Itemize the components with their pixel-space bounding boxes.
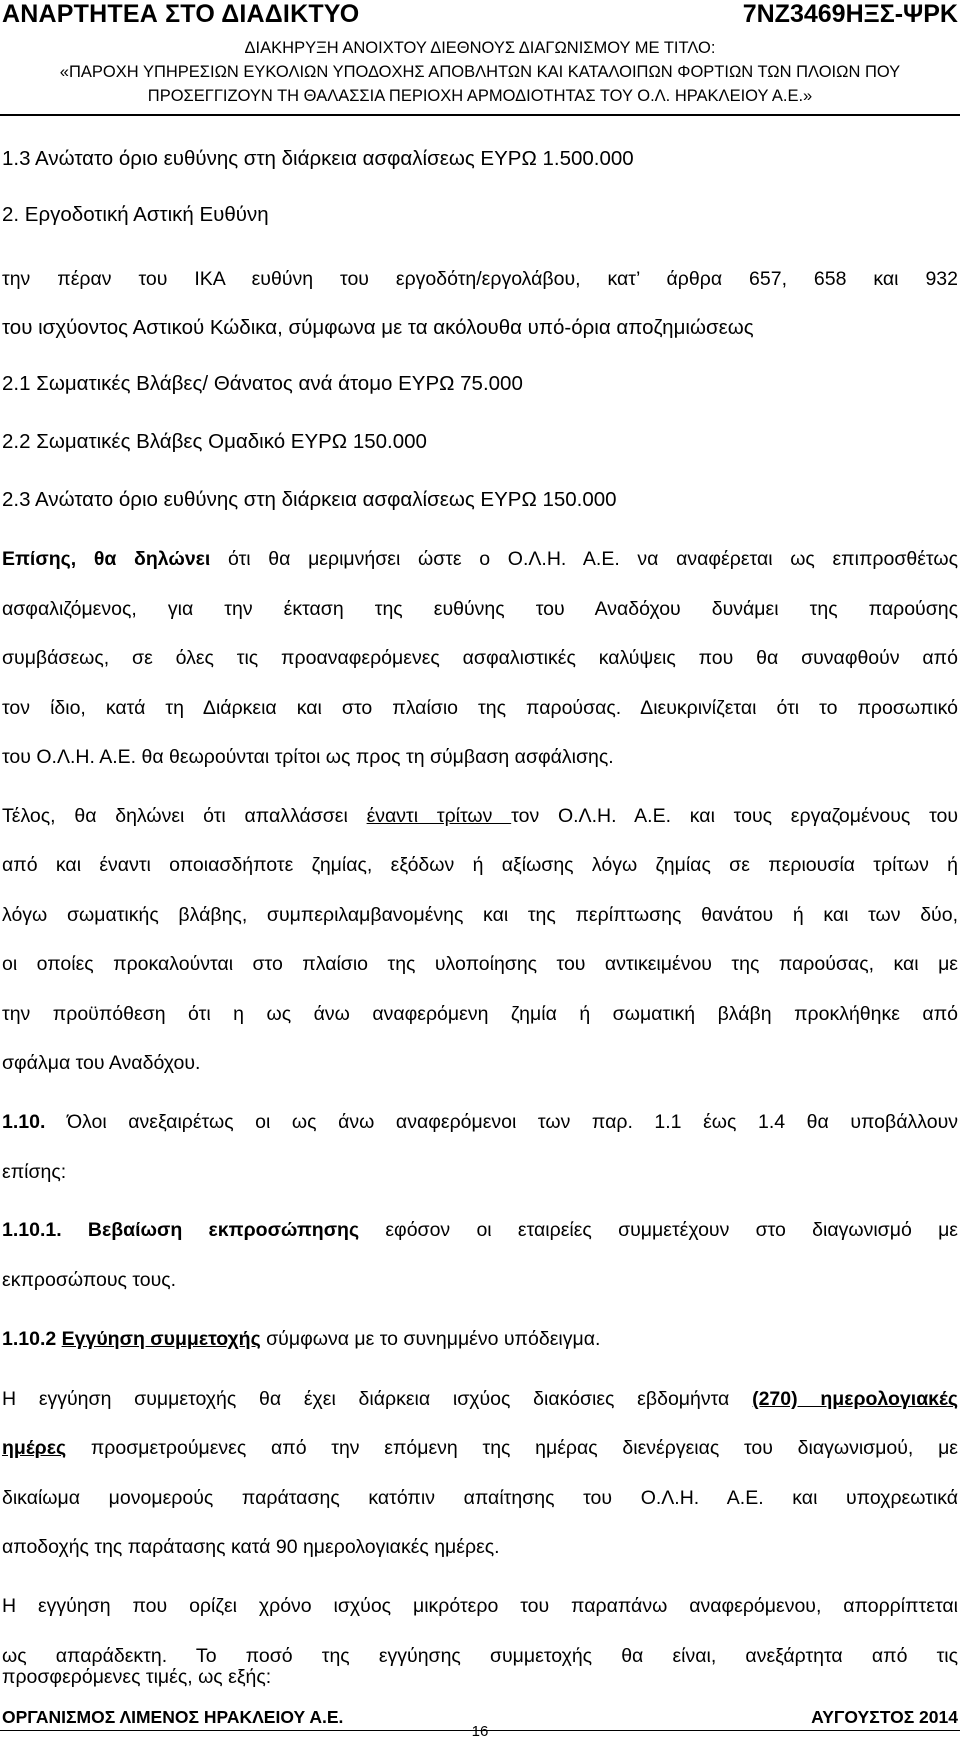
s1102-bold-underline: Εγγύηση συμμετοχής [61, 1328, 261, 1350]
insurance-1-3: 1.3 Ανώτατο όριο ευθύνης στη διάρκεια ασφαλίσεως ΕΥΡΩ 1.500.000 [2, 147, 634, 170]
declare-line-2: ασφαλιζόμενος, για την έκταση της ευθύνης του Αναδόχου δυνάμει της παρούσης [2, 598, 958, 620]
s1101-line-1-rest: εφόσον οι εταιρείες συμμετέχουν στο διαγωνισμό με [359, 1219, 958, 1241]
third-line-6: σφάλμα του Αναδόχου. [2, 1052, 201, 1074]
third-line-1-a: Τέλος, θα δηλώνει ότι απαλλάσσει [2, 805, 367, 827]
s1102-rest: σύμφωνα με το συνημμένο υπόδειγμα. [260, 1328, 601, 1350]
s110-number: 1.10. [2, 1111, 46, 1133]
guarantee-line-1 [2, 1388, 958, 1411]
guarantee-line-2 [2, 1437, 958, 1460]
insurance-2-3: 2.3 Ανώτατο όριο ευθύνης στη διάρκεια ασφαλίσεως ΕΥΡΩ 150.000 [2, 488, 617, 511]
footer-date: ΑΥΓΟΥΣΤΟΣ 2014 [811, 1707, 958, 1727]
s1101-number: 1.10.1. [2, 1219, 62, 1241]
section-2-text-line-2: του ισχύοντος Αστικού Κώδικα, σύμφωνα με τα ακόλουθα υπό-όρια αποζημιώσεως [2, 316, 754, 339]
document-code: 7ΝΖ3469ΗΞΣ-ΨΡΚ [742, 0, 958, 28]
section-2-title: 2. Εργοδοτική Αστική Ευθύνη [2, 203, 269, 226]
posting-label: ΑΝΑΡΤΗΤΕΑ ΣΤΟ ΔΙΑΔΙΚΤΥΟ [2, 0, 360, 28]
guarantee-days-word: ημέρες [2, 1437, 67, 1459]
s1101-bold: Βεβαίωση εκπροσώπησης [61, 1219, 360, 1241]
s110-line-1-rest: Όλοι ανεξαιρέτως οι ως άνω αναφερόμενοι των παρ. 1.1 έως 1.4 θα υποβάλλουν [45, 1111, 958, 1133]
third-line-1 [2, 805, 958, 828]
guarantee-line-4: αποδοχής της παράτασης κατά 90 ημερολογιακές ημέρες. [2, 1536, 500, 1558]
header-title-line-3: ΠΡΟΣΕΓΓΙΖΟΥΝ ΤΗ ΘΑΛΑΣΣΙΑ ΠΕΡΙΟΧΗ ΑΡΜΟΔΙΟΤΗΤΑΣ ΤΟΥ Ο.Λ. ΗΡΑΚΛΕΙΟΥ Α.Ε.» [147, 87, 813, 105]
s110-line-1 [2, 1111, 958, 1134]
declare-line-1 [2, 548, 958, 571]
declare-line-5: του Ο.Λ.Η. Α.Ε. θα θεωρούνται τρίτοι ως προς τη σύμβαση ασφάλισης. [2, 746, 614, 768]
declare-line-3: συμβάσεως, σε όλες τις προαναφερόμενες ασφαλιστικές καλύψεις που θα συναφθούν από [2, 647, 958, 669]
declare-bold-lead: Επίσης, θα δηλώνει [2, 548, 211, 570]
s1102-line [2, 1328, 600, 1351]
guarantee-line-1-a: Η εγγύηση συμμετοχής θα έχει διάρκεια ισχύος διακόσιες εβδομήντα [2, 1388, 753, 1410]
guarantee-line-3: δικαίωμα μονομερούς παράτασης κατόπιν απαίτησης του Ο.Λ.Η. Α.Ε. και υποχρεωτικά [2, 1487, 958, 1509]
declare-line-4: τον ίδιο, κατά τη Διάρκεια και στο πλαίσιο της παρούσας. Διευκρινίζεται ότι το προσωπικό [2, 697, 958, 719]
footer-organization: ΟΡΓΑΝΙΣΜΟΣ ΛΙΜΕΝΟΣ ΗΡΑΚΛΕΙΟΥ Α.Ε. [2, 1707, 344, 1727]
insurance-2-2: 2.2 Σωματικές Βλάβες Ομαδικό ΕΥΡΩ 150.000 [2, 430, 427, 453]
third-line-1-b: τον Ο.Λ.Η. Α.Ε. και τους εργαζομένους του [511, 805, 959, 827]
declare-line-1-rest: ότι θα μεριμνήσει ώστε ο Ο.Λ.Η. Α.Ε. να αναφέρεται ως επιπροσθέτως [210, 548, 958, 570]
third-line-5: την προϋπόθεση ότι η ως άνω αναφερόμενη ζημία ή σωματική βλάβη προκλήθηκε από [2, 1003, 958, 1025]
guarantee-days-bold: (270) ημερολογιακές [752, 1388, 958, 1410]
s1101-line-1 [2, 1219, 958, 1242]
guarantee-line-2-rest: προσμετρούμενες από την επόμενη της ημέρας διενέργειας του διαγωνισμού, με [66, 1437, 958, 1459]
s1102-number: 1.10.2 [2, 1328, 57, 1350]
reject-line-1: Η εγγύηση που ορίζει χρόνο ισχύος μικρότερο του παραπάνω αναφερόμενου, απορρίπτεται [2, 1595, 958, 1617]
header-divider [0, 114, 960, 116]
third-line-3: λόγω σωματικής βλάβης, συμπεριλαμβανομένης και της περίπτωσης θανάτου ή και των δύο, [2, 904, 958, 926]
header-title-line-2: «ΠΑΡΟΧΗ ΥΠΗΡΕΣΙΩΝ ΕΥΚΟΛΙΩΝ ΥΠΟΔΟΧΗΣ ΑΠΟΒΛΗΤΩΝ ΚΑΙ ΚΑΤΑΛΟΙΠΩΝ ΦΟΡΤΙΩΝ ΤΩΝ ΠΛΟΙΩΝ ΠΟΥ [59, 63, 901, 81]
reject-line-3: προσφερόμενες τιμές, ως εξής: [2, 1666, 272, 1688]
third-line-1-underline: έναντι τρίτων [366, 805, 512, 827]
third-line-4: οι οποίες προκαλούνται στο πλαίσιο της υλοποίησης του αντικειμένου της παρούσας, και με [2, 953, 958, 975]
page-header [0, 0, 960, 34]
reject-line-2: ως απαράδεκτη. Το ποσό της εγγύησης συμμετοχής θα είναι, ανεξάρτητα από τις [2, 1645, 958, 1667]
s110-line-2: επίσης: [2, 1161, 67, 1183]
insurance-2-1: 2.1 Σωματικές Βλάβες/ Θάνατος ανά άτομο ΕΥΡΩ 75.000 [2, 372, 523, 395]
header-title-line-1: ΔΙΑΚΗΡΥΞΗ ΑΝΟΙΧΤΟΥ ΔΙΕΘΝΟΥΣ ΔΙΑΓΩΝΙΣΜΟΥ ΜΕ ΤΙΤΛΟ: [244, 39, 716, 57]
page-number: 16 [471, 1723, 489, 1740]
section-2-text-line-1: την πέραν του ΙΚΑ ευθύνη του εργοδότη/εργολάβου, κατ’ άρθρα 657, 658 και 932 [2, 268, 958, 290]
s1101-line-2: εκπροσώπους τους. [2, 1269, 177, 1291]
third-line-2: από και έναντι οποιασδήποτε ζημίας, εξόδων ή αξίωσης λόγω ζημίας σε περιουσία τρίτων ή [2, 854, 958, 876]
